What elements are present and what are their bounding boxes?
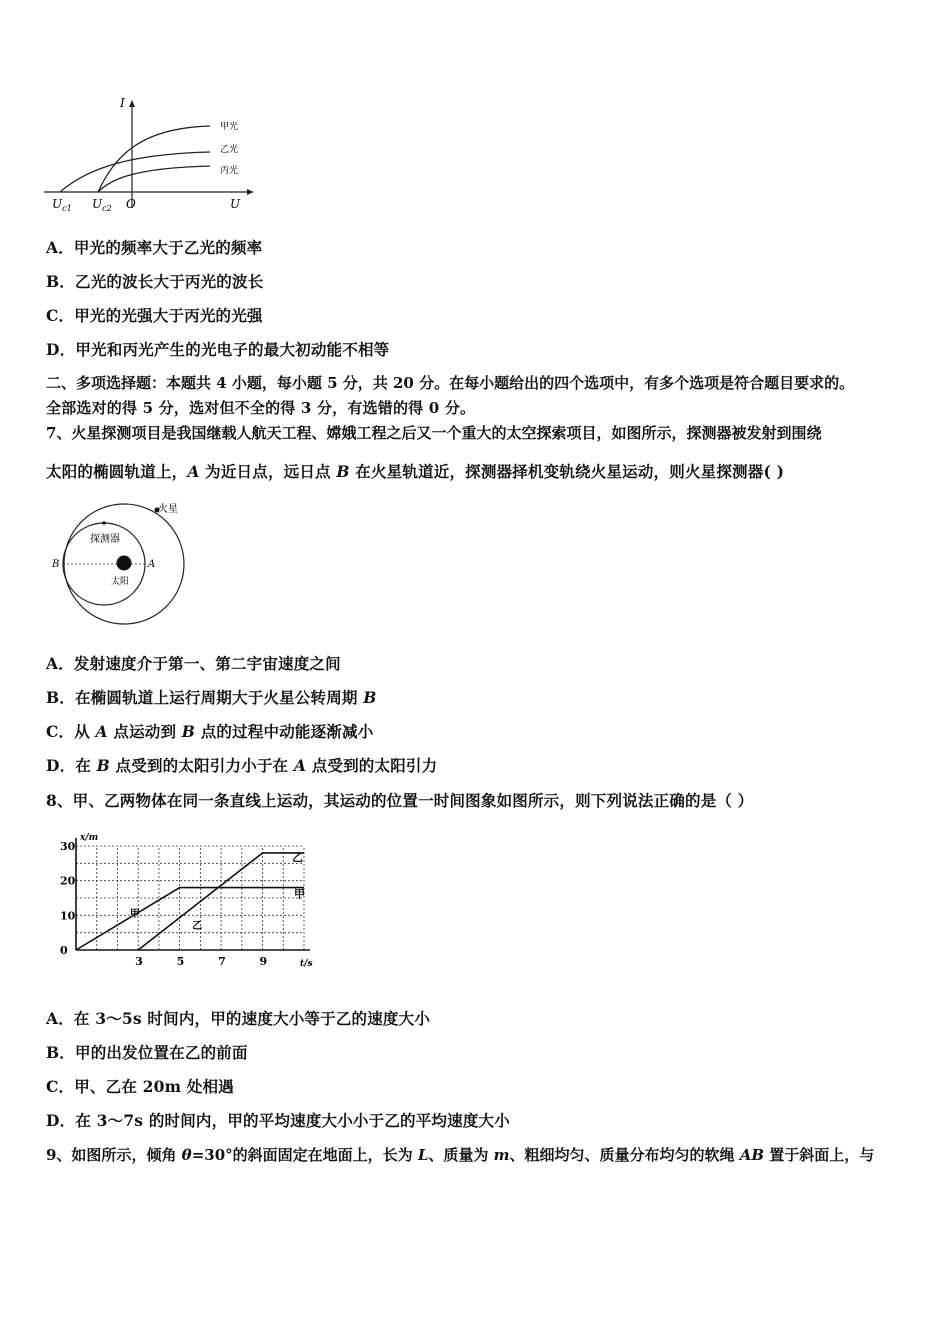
x-axis-label: t/s bbox=[300, 959, 313, 969]
orbit-diagram bbox=[44, 498, 194, 628]
uc2-label: $U_{c2}$ bbox=[92, 197, 112, 213]
section2-header-line2: 全部选对的得 5 分，选对但不全的得 3 分，有选错的得 0 分。 bbox=[46, 399, 476, 417]
x-tick-label: 3 bbox=[135, 955, 143, 968]
q6-option-c: C．甲光的光强大于丙光的光强 bbox=[46, 306, 263, 325]
curve-bing bbox=[98, 166, 210, 192]
x-tick-label: 9 bbox=[259, 955, 268, 968]
series-label-end-yi: 乙 bbox=[292, 850, 303, 864]
q6-option-a: A．甲光的频率大于乙光的频率 bbox=[46, 238, 263, 257]
series-line-jia bbox=[76, 888, 304, 950]
q8-option-a: A．在 3～5s 时间内，甲的速度大小等于乙的速度大小 bbox=[46, 1009, 431, 1028]
q7-option-d: D．在 B 点受到的太阳引力小于在 A 点受到的太阳引力 bbox=[46, 756, 438, 775]
q7-stem-line1: 7、火星探测项目是我国继载人航天工程、嫦娥工程之后又一个重大的太空探索项目，如图所示，探测器被发射到围绕 bbox=[46, 424, 822, 442]
q7-stem-line2: 太阳的椭圆轨道上，A 为近日点，远日点 B 在火星轨道近，探测器择机变轨绕火星运动，则火星探测器( ) bbox=[46, 462, 785, 481]
curve-jia bbox=[98, 126, 210, 192]
point-a-label: A bbox=[148, 559, 156, 570]
section2-header-line1: 二、多项选择题：本题共 4 小题，每小题 5 分，共 20 分。在每小题给出的四个选项中，有多个选项是符合题目要求的。 bbox=[46, 374, 855, 392]
point-b-label: B bbox=[52, 559, 60, 570]
x-tick-label: 5 bbox=[176, 955, 185, 968]
curve-label-yi: 乙光 bbox=[220, 145, 239, 155]
q9-stem: 9、如图所示，倾角 θ=30°的斜面固定在地面上，长为 L、质量为 m、粗细均匀、质量分布均匀的软绳 AB 置于斜面上，与 bbox=[46, 1146, 875, 1164]
curve-label-bing: 丙光 bbox=[220, 166, 239, 176]
q8-option-b: B．甲的出发位置在乙的前面 bbox=[46, 1043, 248, 1062]
u-axis-label: U bbox=[230, 197, 241, 211]
q7-option-b: B．在椭圆轨道上运行周期大于火星公转周期 B bbox=[46, 688, 377, 707]
q8-option-d: D．在 3～7s 的时间内，甲的平均速度大小小于乙的平均速度大小 bbox=[46, 1111, 510, 1130]
i-axis-arrow bbox=[129, 100, 135, 107]
sun bbox=[117, 556, 132, 571]
sun-label: 太阳 bbox=[111, 577, 130, 587]
probe bbox=[102, 521, 106, 525]
series-label-end-jia: 甲 bbox=[294, 887, 305, 901]
q8-option-c: C．甲、乙在 20m 处相遇 bbox=[46, 1077, 234, 1096]
curve-label-jia: 甲光 bbox=[220, 122, 239, 132]
series-label-mid-yi: 乙 bbox=[192, 921, 203, 933]
q7-option-a: A．发射速度介于第一、第二宇宙速度之间 bbox=[46, 654, 341, 673]
uc1-label: $U_{c1}$ bbox=[52, 197, 72, 213]
origin-label: O bbox=[126, 197, 136, 211]
q7-option-c: C．从 A 点运动到 B 点的过程中动能逐渐减小 bbox=[46, 722, 374, 741]
probe-label: 探测器 bbox=[90, 534, 120, 545]
y-tick-label: 30 bbox=[60, 840, 76, 853]
x-tick-label: 7 bbox=[218, 955, 226, 968]
q8-stem: 8、甲、乙两物体在同一条直线上运动，其运动的位置一时间图象如图所示，则下列说法正确的是（ ） bbox=[46, 791, 754, 810]
series-label-mid-jia: 甲 bbox=[129, 909, 140, 921]
position-time-chart bbox=[56, 828, 318, 978]
y-axis-label: x/m bbox=[80, 833, 99, 843]
y-tick-label: 10 bbox=[60, 909, 76, 923]
q6-option-b: B．乙光的波长大于丙光的波长 bbox=[46, 272, 264, 291]
y-tick-label: 0 bbox=[60, 944, 68, 957]
curve-yi bbox=[60, 152, 210, 192]
u-axis-arrow bbox=[247, 189, 254, 195]
q6-option-d: D．甲光和丙光产生的光电子的最大初动能不相等 bbox=[46, 340, 390, 359]
photoelectric-iu-graph bbox=[40, 96, 260, 214]
i-axis-label: I bbox=[120, 96, 125, 110]
mars-label: 火星 bbox=[158, 504, 178, 515]
y-tick-label: 20 bbox=[60, 874, 76, 888]
